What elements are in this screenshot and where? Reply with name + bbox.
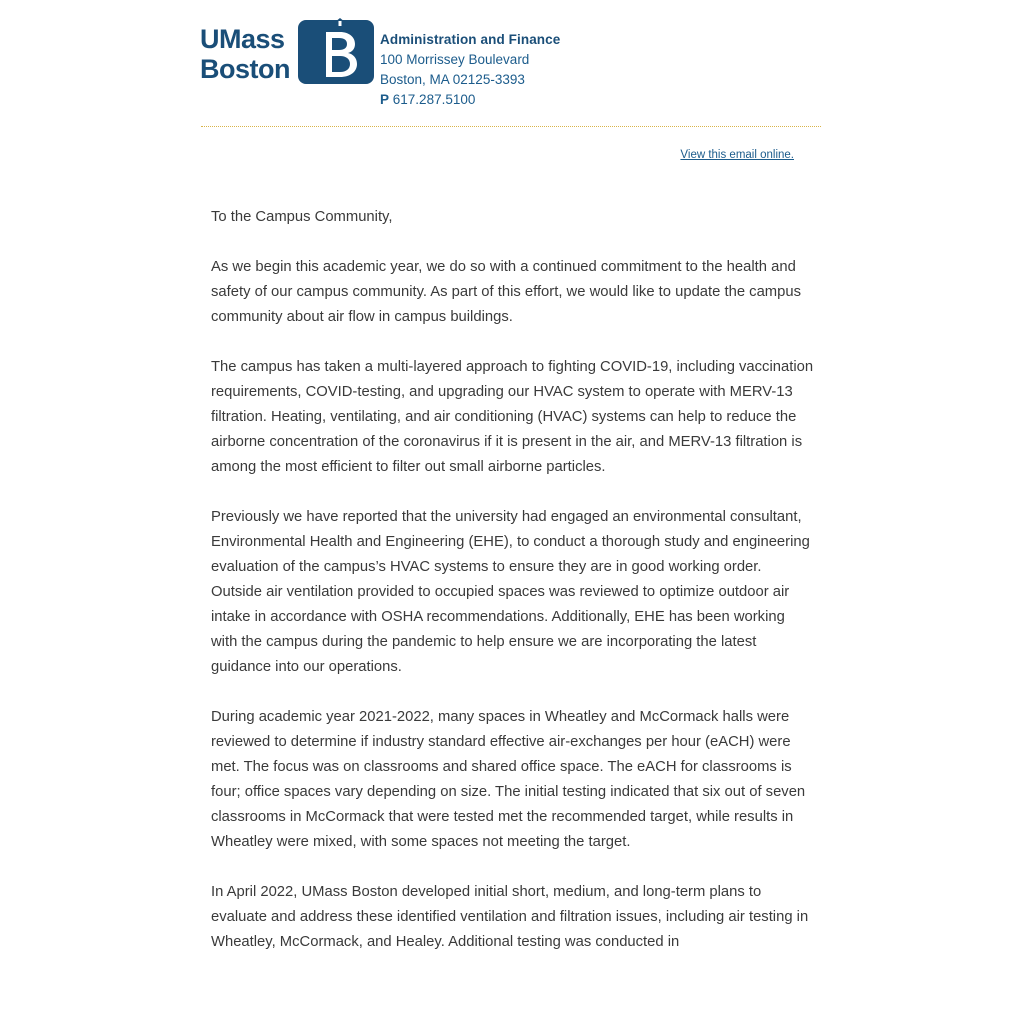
header-divider — [201, 126, 821, 127]
logo-block — [0, 18, 380, 90]
umass-boston-logo — [200, 18, 380, 90]
letter-paragraph: During academic year 2021-2022, many spaces in Wheatley and McCormack halls were reviewed to determine if industry standard effective air-exchanges per hour (eACH) were met. The focus was on classrooms and shared office space. The eACH for classrooms is four; office spaces vary depending on size. The initial testing indicated that six out of seven classrooms in McCormack that were tested met the recommended target, while results in Wheatley were mixed, with some spaces not meeting the target. — [211, 709, 806, 850]
letter-paragraph: Previously we have reported that the university had engaged an environmental consultant, Environmental Health and Engineering (EHE), to conduct a thorough study and engineering evaluation of the campus’s HVAC systems to ensure they are in good working order. Outside air ventilation provided to occupied spaces was reviewed to optimize outdoor air intake in accordance with OSHA recommendations. Additionally, EHE has been working with the campus during the pandemic to help ensure we are incorporating the latest guidance into our operations. — [211, 509, 810, 675]
logo-wordmark — [200, 24, 290, 84]
department-title: Administration and Finance — [380, 32, 561, 47]
address-city-state-zip: Boston, MA 02125-3393 — [380, 72, 525, 87]
letter-paragraph: As we begin this academic year, we do so with a continued commitment to the health and safety of our campus community. As part of this effort, we would like to update the campus community about air flow in campus buildings. — [211, 259, 801, 325]
letter-paragraph: In April 2022, UMass Boston developed initial short, medium, and long-term plans to evaluate and address these identified ventilation and filtration issues, including air testing in Wheatley, McCormack, and Healey. Additional testing was conducted in — [211, 884, 809, 950]
view-email-online-link[interactable]: View this email online. — [680, 149, 794, 161]
letter-paragraph: The campus has taken a multi-layered approach to fighting COVID-19, including vaccination requirements, COVID-testing, and upgrading our HVAC system to operate with MERV-13 filtration. Heating, ventilating, and air conditioning (HVAC) systems can help to reduce the airborne concentration of the coronavirus if it is present in the air, and MERV-13 filtration is among the most efficient to filter out small airborne particles. — [211, 359, 814, 475]
email-header — [0, 0, 1024, 110]
view-online-row — [0, 145, 1024, 163]
contact-block — [380, 18, 560, 110]
address-street: 100 Morrissey Boulevard — [380, 52, 530, 67]
logo-line-1: UMass — [200, 24, 285, 54]
letter-body — [211, 205, 815, 955]
phone-number: 617.287.5100 — [392, 92, 476, 107]
phone-label: P — [380, 92, 390, 107]
logo-line-2: Boston — [200, 54, 290, 84]
letter-paragraph: To the Campus Community, — [211, 209, 393, 225]
phone-row — [380, 90, 560, 110]
b-shield-icon — [296, 16, 376, 93]
